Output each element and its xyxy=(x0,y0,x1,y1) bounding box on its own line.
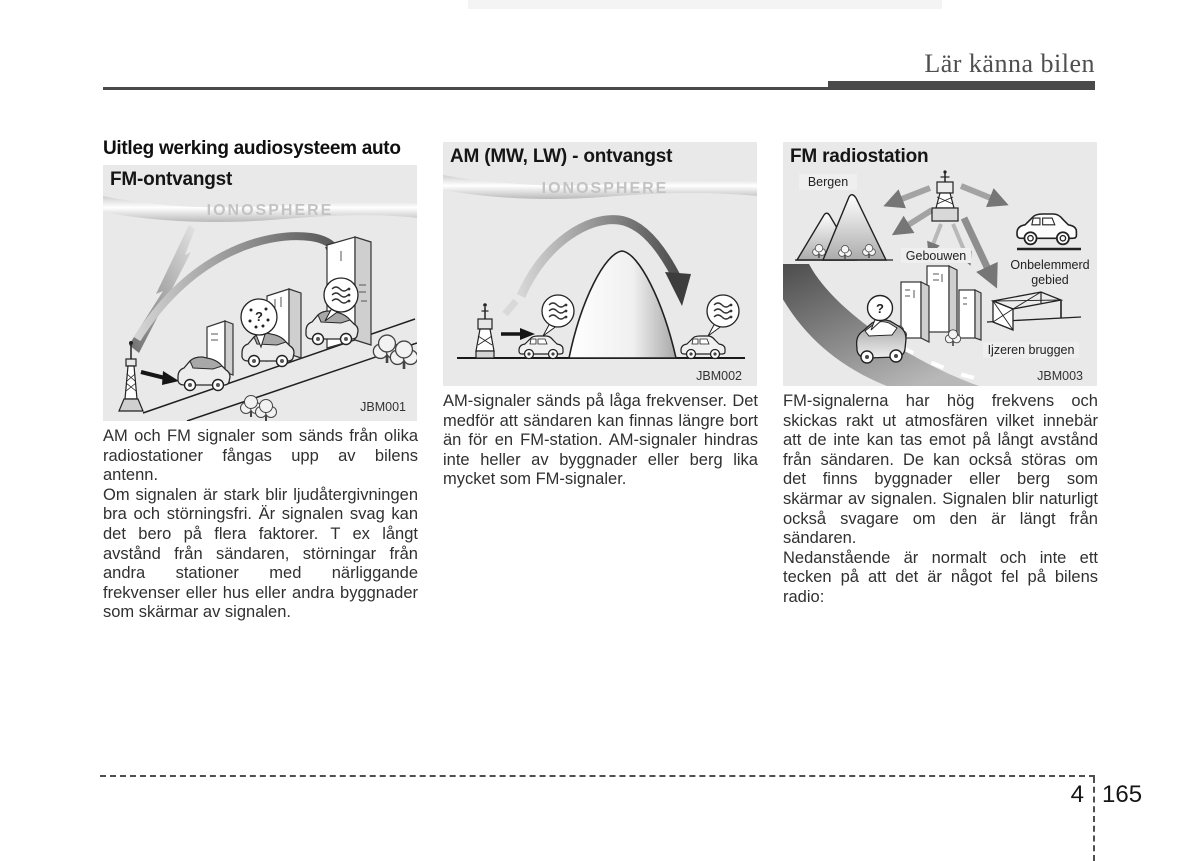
ionosphere-label: IONOSPHERE xyxy=(541,180,669,197)
speech-bubble-music-icon xyxy=(707,295,739,336)
paragraph: Om signalen är stark blir ljudåtergivningen bra och störningsfri. Är signalen svag kan det bero på flera faktorer. T ex långt avstånd från sändaren, störningar från andra stationer med närliggande frekvenser eller hus eller andra byggnader som skärmar av signalen. xyxy=(103,485,418,622)
car-icon xyxy=(519,336,563,359)
car-icon xyxy=(681,336,725,359)
radio-tower-icon xyxy=(932,170,958,221)
direct-signal-arrow xyxy=(141,371,179,385)
figure-code: JBM001 xyxy=(360,400,406,414)
chapter-number: 4 xyxy=(1070,781,1084,808)
bridges-label: Ijzeren bruggen xyxy=(987,343,1075,357)
fm-radiostation-panel xyxy=(783,142,1097,386)
page-number: 165 xyxy=(1102,781,1143,808)
question-mark: ? xyxy=(876,301,884,316)
open-area-label-line1: Onbelemmerd xyxy=(1010,258,1090,272)
header-rule xyxy=(103,87,831,90)
column-fm-radiostation xyxy=(783,142,1097,386)
audio-system-title: Uitleg werking audiosysteem auto xyxy=(103,138,401,159)
section-title: Lär känna bilen xyxy=(924,49,1095,78)
mountains-label: Bergen xyxy=(807,175,849,189)
fm-radiostation-heading: FM radiostation xyxy=(790,146,929,167)
figure-code: JBM003 xyxy=(1037,369,1083,383)
fm-reception-heading: FM-ontvangst xyxy=(110,169,233,190)
am-reception-heading: AM (MW, LW) - ontvangst xyxy=(450,146,673,167)
header-rule-accent xyxy=(828,81,1095,90)
fm-reception-text xyxy=(103,427,418,623)
paragraph: FM-signalerna har hög frekvens och skickas rakt ut atmosfären vilket innebär att de inte kan tas emot på långt avstånd från sändaren. De kan också störas om det finns byggnader eller berg som skärmar av signalen. Signalen blir naturligt också svagare om den är längt från sändaren. xyxy=(783,392,1098,548)
fm-reception-panel xyxy=(103,165,417,421)
question-mark: ? xyxy=(255,309,263,324)
paragraph: AM-signaler sänds på låga frekvenser. Det medför att sändaren kan finnas längre bort än för en FM-station. AM-signaler hindras inte heller av byggnader eller berg lika mycket som FM-signaler. xyxy=(443,392,758,489)
paragraph: Nedanstående är normalt och inte ett tecken på att det är något fel på bilens radio: xyxy=(783,548,1098,606)
car-icon xyxy=(1017,214,1081,249)
ionosphere-band xyxy=(103,196,417,222)
figure-fm-reception xyxy=(103,193,417,421)
figure-code: JBM002 xyxy=(696,369,742,383)
ionosphere-label: IONOSPHERE xyxy=(206,202,334,219)
mountain xyxy=(569,251,676,358)
buildings-label: Gebouwen xyxy=(905,249,967,263)
speech-bubble-music-icon xyxy=(542,295,574,336)
paragraph: AM och FM signaler som sänds från olika radiostationer fångas upp av bilens antenn. xyxy=(103,427,418,485)
footer-dashed-rule xyxy=(100,775,1095,777)
am-reception-panel xyxy=(443,142,757,386)
open-area-label-line2: gebied xyxy=(1031,273,1069,287)
fm-radiostation-text xyxy=(783,392,1098,608)
radio-tower-icon xyxy=(476,303,494,358)
figure-fm-radiostation xyxy=(783,170,1097,386)
am-reception-text xyxy=(443,392,758,490)
iron-bridge-icon xyxy=(987,292,1081,330)
mountains xyxy=(795,195,893,260)
footer-dashed-divider xyxy=(1093,777,1095,861)
top-strip xyxy=(468,0,942,9)
column-fm-reception xyxy=(103,138,417,421)
column-am-reception xyxy=(443,142,757,386)
ionosphere-band xyxy=(443,175,757,199)
figure-am-reception xyxy=(443,170,757,386)
